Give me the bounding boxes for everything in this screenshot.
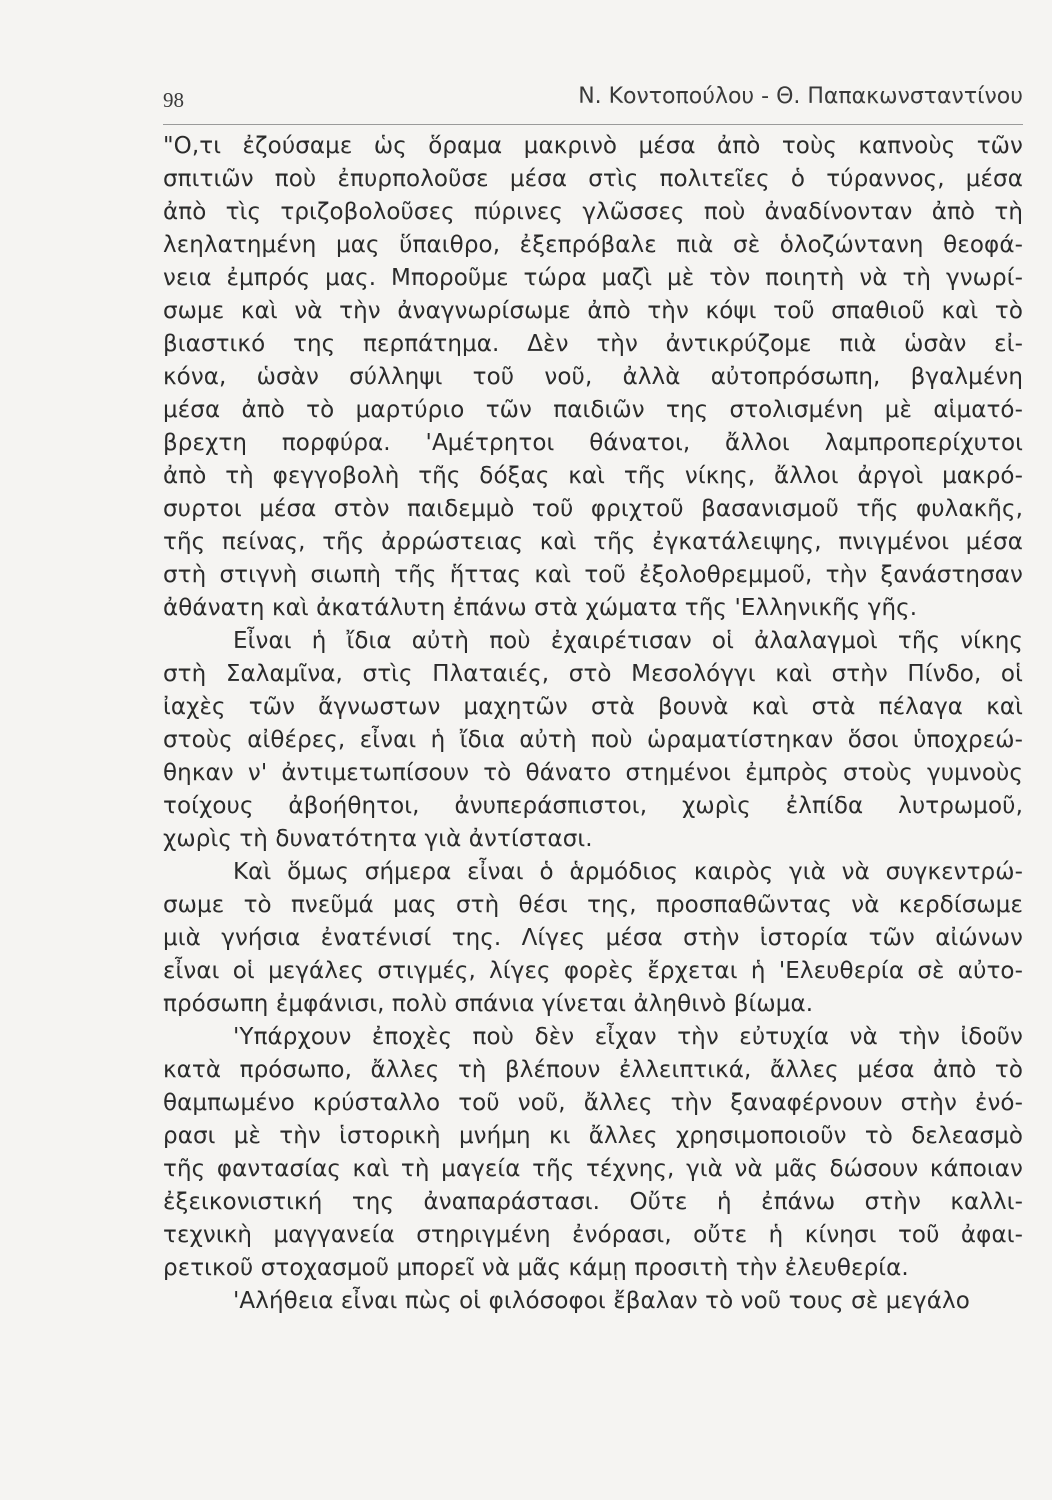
text-line: 'Υπάρχουν ἐποχὲς ποὺ δὲν εἶχαν τὴν εὐτυχία νὰ τὴν ἰδοῦν (233, 1024, 1023, 1050)
text-line: στὴ Σαλαμῖνα, στὶς Πλαταιές, στὸ Μεσολόγγι καὶ στὴν Πίνδο, οἱ (163, 661, 1023, 687)
running-head-authors: Ν. Κοντοπούλου - Θ. Παπακωνσταντίνου (578, 84, 1023, 109)
text-line: βιαστικό της περπάτημα. Δὲν τὴν ἀντικρύζομε πιὰ ὡσὰν εἰ- (163, 331, 1023, 357)
text-line: κόνα, ὡσὰν σύλληψι τοῦ νοῦ, ἀλλὰ αὐτοπρόσωπη, βγαλμένη (163, 364, 1023, 390)
text-line: θαμπωμένο κρύσταλλο τοῦ νοῦ, ἄλλες τὴν ξαναφέρνουν στὴν ἐνό- (163, 1090, 1023, 1116)
text-line: ἐξεικονιστική της ἀναπαράστασι. Οὔτε ἡ ἐπάνω στὴν καλλι- (163, 1189, 1023, 1215)
paragraph (163, 856, 1023, 1021)
text-line: τεχνικὴ μαγγανεία στηριγμένη ἐνόρασι, οὔτε ἡ κίνησι τοῦ ἀφαι- (163, 1222, 1023, 1248)
text-line: "Ο,τι ἐζούσαμε ὡς ὅραμα μακρινὸ μέσα ἀπὸ τοὺς καπνοὺς τῶν (163, 133, 1023, 159)
text-line: σπιτιῶν ποὺ ἐπυρπολοῦσε μέσα στὶς πολιτεῖες ὁ τύραννος, μέσα (163, 166, 1023, 192)
text-line: λεηλατημένη μας ὕπαιθρο, ἐξεπρόβαλε πιὰ σὲ ὁλοζώντανη θεοφά- (163, 232, 1023, 258)
text-line: ἀθάνατη καὶ ἀκατάλυτη ἐπάνω στὰ χώματα τῆς 'Ελληνικῆς γῆς. (163, 595, 918, 621)
text-line: ἀπὸ τὶς τριζοβολοῦσες πύρινες γλῶσσες ποὺ ἀναδίνονταν ἀπὸ τὴ (163, 199, 1023, 225)
paragraph (163, 1285, 1023, 1318)
text-line: συρτοι μέσα στὸν παιδεμμὸ τοῦ φριχτοῦ βασανισμοῦ τῆς φυλακῆς, (163, 496, 1023, 522)
text-line: εἶναι οἱ μεγάλες στιγμές, λίγες φορὲς ἔρχεται ἡ 'Ελευθερία σὲ αὐτο- (163, 958, 1023, 984)
text-line: κατὰ πρόσωπο, ἄλλες τὴ βλέπουν ἐλλειπτικά, ἄλλες μέσα ἀπὸ τὸ (163, 1057, 1023, 1083)
text-line: βρεχτη πορφύρα. 'Αμέτρητοι θάνατοι, ἄλλοι λαμπροπερίχυτοι (163, 430, 1023, 456)
text-line: χωρὶς τὴ δυνατότητα γιὰ ἀντίστασι. (163, 826, 593, 852)
text-line: ἰαχὲς τῶν ἄγνωστων μαχητῶν στὰ βουνὰ καὶ στὰ πέλαγα καὶ (163, 694, 1023, 720)
text-line: ρασι μὲ τὴν ἱστορικὴ μνήμη κι ἄλλες χρησιμοποιοῦν τὸ δελεασμὸ (163, 1123, 1023, 1149)
text-line: τῆς φαντασίας καὶ τὴ μαγεία τῆς τέχνης, γιὰ νὰ μᾶς δώσουν κάποιαν (163, 1156, 1023, 1182)
paragraph (163, 1021, 1023, 1285)
text-line: 'Αλήθεια εἶναι πὼς οἱ φιλόσοφοι ἔβαλαν τὸ νοῦ τους σὲ μεγάλο (233, 1288, 970, 1314)
text-line: μέσα ἀπὸ τὸ μαρτύριο τῶν παιδιῶν της στολισμένη μὲ αἱματό- (163, 397, 1023, 423)
text-line: Εἶναι ἡ ἴδια αὐτὴ ποὺ ἐχαιρέτισαν οἱ ἀλαλαγμοὶ τῆς νίκης (233, 628, 1023, 654)
body-text (163, 130, 1023, 1318)
text-line: μιὰ γνήσια ἐνατένισί της. Λίγες μέσα στὴν ἱστορία τῶν αἰώνων (163, 925, 1023, 951)
text-line: νεια ἐμπρός μας. Μποροῦμε τώρα μαζὶ μὲ τὸν ποιητὴ νὰ τὴ γνωρί- (163, 265, 1023, 291)
text-line: θηκαν ν' ἀντιμετωπίσουν τὸ θάνατο στημένοι ἐμπρὸς στοὺς γυμνοὺς (163, 760, 1023, 786)
text-line: τοίχους ἀβοήθητοι, ἀνυπεράσπιστοι, χωρὶς ἐλπίδα λυτρωμοῦ, (163, 793, 1023, 819)
text-line: πρόσωπη ἐμφάνισι, πολὺ σπάνια γίνεται ἀληθινὸ βίωμα. (163, 991, 814, 1017)
text-line: Καὶ ὅμως σήμερα εἶναι ὁ ἁρμόδιος καιρὸς γιὰ νὰ συγκεντρώ- (233, 859, 1023, 885)
text-line: τῆς πείνας, τῆς ἀρρώστειας καὶ τῆς ἐγκατάλειψης, πνιγμένοι μέσα (163, 529, 1023, 555)
header-rule (163, 124, 1023, 125)
text-line: στοὺς αἰθέρες, εἶναι ἡ ἴδια αὐτὴ ποὺ ὡραματίστηκαν ὅσοι ὑποχρεώ- (163, 727, 1023, 753)
text-line: σωμε τὸ πνεῦμά μας στὴ θέσι της, προσπαθῶντας νὰ κερδίσωμε (163, 892, 1023, 918)
page-header (163, 78, 1023, 118)
text-line: στὴ στιγνὴ σιωπὴ τῆς ἥττας καὶ τοῦ ἐξολοθρεμμοῦ, τὴν ξανάστησαν (163, 562, 1023, 588)
page-number: 98 (163, 88, 184, 112)
text-line: σωμε καὶ νὰ τὴν ἀναγνωρίσωμε ἀπὸ τὴν κόψι τοῦ σπαθιοῦ καὶ τὸ (163, 298, 1023, 324)
text-line: ἀπὸ τὴ φεγγοβολὴ τῆς δόξας καὶ τῆς νίκης, ἄλλοι ἀργοὶ μακρό- (163, 463, 1023, 489)
paragraph (163, 130, 1023, 625)
paragraph (163, 625, 1023, 856)
text-line: ρετικοῦ στοχασμοῦ μπορεῖ νὰ μᾶς κάμῃ προσιτὴ τὴν ἐλευθερία. (163, 1255, 909, 1281)
